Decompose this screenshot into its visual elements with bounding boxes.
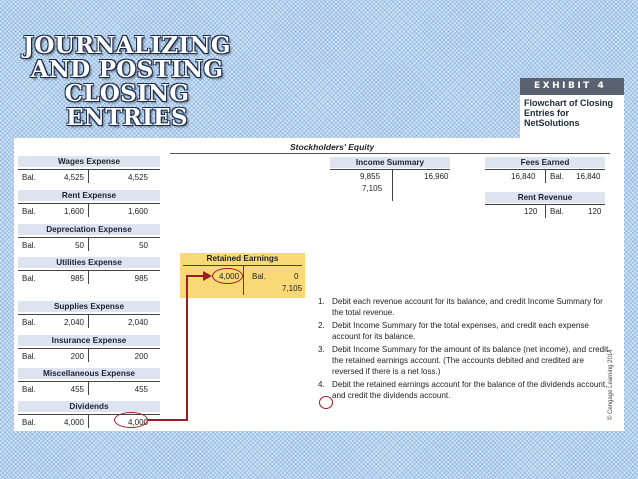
arrow-segment-vertical xyxy=(186,276,188,421)
expense-account-bal-label: Bal. xyxy=(22,173,36,182)
step-number: 2. xyxy=(318,321,325,330)
expense-account-credit: 2,040 xyxy=(127,318,148,327)
expense-account-bal-label: Bal. xyxy=(22,385,36,394)
step-text: Debit each revenue account for its balance, and credit Income Summary for the total revenue. xyxy=(332,297,603,317)
expense-account-divider xyxy=(88,203,89,217)
closing-step xyxy=(318,320,610,342)
fees-earned-header: Fees Earned xyxy=(485,157,605,168)
expense-account-rule xyxy=(18,314,160,315)
retained-earnings-debit: 4,000 xyxy=(219,272,240,281)
expense-account-bal-label: Bal. xyxy=(22,207,36,216)
retained-earnings-header: Retained Earnings xyxy=(206,254,279,263)
expense-account-credit: 985 xyxy=(134,274,148,283)
expense-account-rule xyxy=(18,237,160,238)
retained-earnings-divider xyxy=(243,265,244,295)
expense-account-rule xyxy=(18,348,160,349)
expense-account-bal-label: Bal. xyxy=(22,418,36,427)
expense-account-credit: 455 xyxy=(134,385,148,394)
step-number: 1. xyxy=(318,297,325,306)
expense-account-bal-label: Bal. xyxy=(22,274,36,283)
expense-account-header: Dividends xyxy=(18,401,160,412)
retained-earnings-credit-2: 7,105 xyxy=(282,284,303,293)
fees-earned-bal-label: Bal. xyxy=(550,172,564,181)
retained-earnings-bal-label: Bal. xyxy=(252,272,266,281)
stockholders-equity-header: Stockholders' Equity xyxy=(290,142,375,152)
stockholders-equity-rule xyxy=(170,153,610,154)
expense-account-debit: 50 xyxy=(75,241,84,250)
exhibit-caption-line-1: Flowchart of Closing xyxy=(524,98,613,108)
rent-revenue-credit: 120 xyxy=(588,207,602,216)
expense-account-header: Depreciation Expense xyxy=(18,224,160,235)
title-line-4: ENTRIES xyxy=(66,104,188,131)
expense-account-debit: 4,525 xyxy=(63,173,84,182)
expense-account-debit: 985 xyxy=(70,274,84,283)
rent-revenue-debit: 120 xyxy=(524,207,538,216)
arrow-segment-horizontal-bottom xyxy=(148,419,188,421)
step-text: Debit the retained earnings account for the balance of the dividends account, and credit the dividends account. xyxy=(332,380,608,400)
income-summary-divider xyxy=(392,169,393,201)
expense-account-divider xyxy=(88,381,89,395)
closing-steps-list xyxy=(318,296,610,401)
retained-earnings-debit-highlight xyxy=(212,268,243,284)
expense-account-header: Supplies Expense xyxy=(18,301,160,312)
expense-account-divider xyxy=(88,237,89,251)
expense-account-debit: 1,600 xyxy=(63,207,84,216)
income-summary-debit-1: 9,855 xyxy=(360,172,381,181)
expense-account-rule xyxy=(18,203,160,204)
arrow-head-icon xyxy=(203,271,213,281)
step-text: Debit Income Summary for the total expenses, and credit each expense account for its balance. xyxy=(332,321,589,341)
expense-account-debit: 4,000 xyxy=(63,418,84,427)
expense-account-credit: 1,600 xyxy=(127,207,148,216)
expense-account-debit: 200 xyxy=(70,352,84,361)
rent-revenue-divider xyxy=(545,204,546,218)
slide-title xyxy=(22,34,232,130)
income-summary-header: Income Summary xyxy=(330,157,450,168)
step-number: 4. xyxy=(318,380,325,389)
expense-account-header: Wages Expense xyxy=(18,156,160,167)
expense-account-rule xyxy=(18,169,160,170)
closing-step xyxy=(318,344,610,377)
expense-account-debit: 455 xyxy=(70,385,84,394)
expense-account-rule xyxy=(18,381,160,382)
fees-earned-credit: 16,840 xyxy=(576,172,601,181)
dividends-credit-highlight xyxy=(114,412,148,428)
fees-earned-divider xyxy=(545,169,546,183)
expense-account-header: Miscellaneous Expense xyxy=(18,368,160,379)
exhibit-label: EXHIBIT 4 xyxy=(520,78,624,95)
expense-account-divider xyxy=(88,414,89,428)
exhibit-caption-line-2: Entries for xyxy=(524,108,570,118)
title-line-1: JOURNALIZING xyxy=(23,32,231,59)
rent-revenue-header: Rent Revenue xyxy=(485,192,605,203)
expense-account-debit: 2,040 xyxy=(63,318,84,327)
income-summary-credit-1: 16,960 xyxy=(424,172,449,181)
fees-earned-debit: 16,840 xyxy=(511,172,536,181)
expense-account-divider xyxy=(88,348,89,362)
expense-account-bal-label: Bal. xyxy=(22,318,36,327)
expense-account-credit: 200 xyxy=(134,352,148,361)
expense-account-divider xyxy=(88,270,89,284)
step-4-highlight xyxy=(319,396,333,409)
closing-step xyxy=(318,379,610,401)
title-line-3: CLOSING xyxy=(64,80,190,107)
expense-account-divider xyxy=(88,169,89,183)
expense-account-header: Insurance Expense xyxy=(18,335,160,346)
expense-account-header: Utilities Expense xyxy=(18,257,160,268)
expense-account-credit: 4,000 xyxy=(127,418,148,427)
exhibit-caption xyxy=(520,95,618,128)
exhibit-caption-line-3: NetSolutions xyxy=(524,118,580,128)
exhibit-box xyxy=(520,78,624,138)
closing-step xyxy=(318,296,610,318)
title-line-2: AND POSTING xyxy=(30,56,224,83)
step-text: Debit Income Summary for the amount of its balance (net income), and credit the retained earnings account. (The accounts debited and credited are reversed if there is a net loss.) xyxy=(332,345,609,376)
retained-earnings-credit-1: 0 xyxy=(294,272,299,281)
copyright-notice: © Cengage Learning 2014 xyxy=(608,349,614,420)
income-summary-debit-2: 7,105 xyxy=(362,184,383,193)
income-summary-rule xyxy=(330,169,450,170)
expense-account-credit: 4,525 xyxy=(127,173,148,182)
expense-account-credit: 50 xyxy=(139,241,148,250)
step-number: 3. xyxy=(318,345,325,354)
expense-account-rule xyxy=(18,270,160,271)
expense-account-header: Rent Expense xyxy=(18,190,160,201)
expense-account-divider xyxy=(88,314,89,328)
rent-revenue-bal-label: Bal. xyxy=(550,207,564,216)
expense-account-bal-label: Bal. xyxy=(22,241,36,250)
expense-account-bal-label: Bal. xyxy=(22,352,36,361)
